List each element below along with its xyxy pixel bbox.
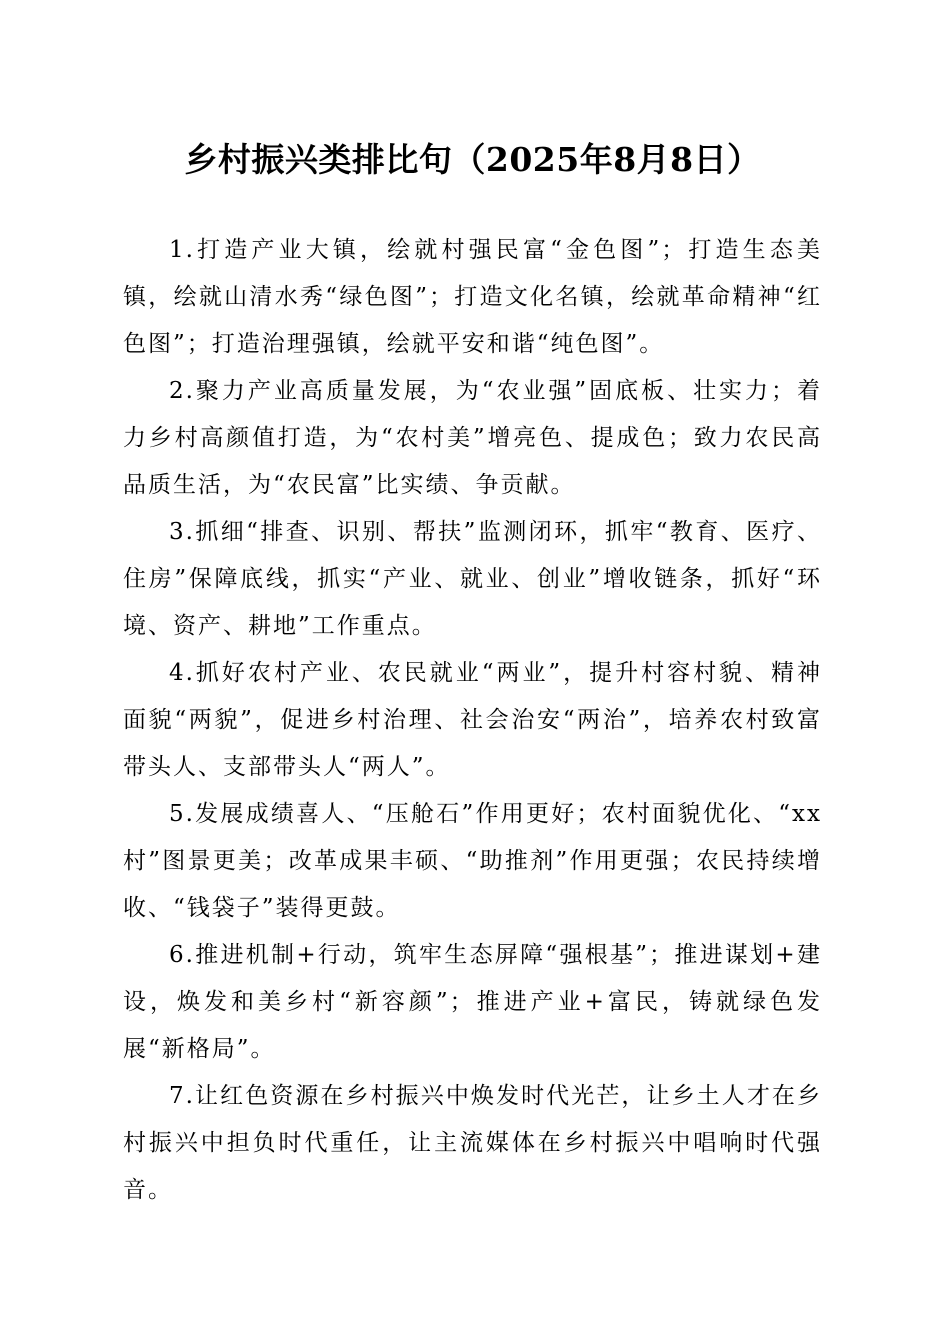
paragraph-1: 1.打造产业大镇，绘就村强民富“金色图”；打造生态美镇，绘就山清水秀“绿色图”；打造文化名镇，绘就革命精神“红色图”；打造治理强镇，绘就平安和谐“纯色图”。 bbox=[123, 237, 822, 357]
paragraph-4: 4.抓好农村产业、农民就业“两业”，提升村容村貌、精神面貌“两貌”，促进乡村治理、社会治安“两治”，培养农村致富带头人、支部带头人“两人”。 bbox=[123, 660, 822, 780]
paragraph-5: 5.发展成绩喜人、“压舱石”作用更好；农村面貌优化、“xx村”图景更美；改革成果丰硕、“助推剂”作用更强；农民持续增收、“钱袋子”装得更鼓。 bbox=[123, 801, 822, 921]
paragraph-6: 6.推进机制+行动，筑牢生态屏障“强根基”；推进谋划+建设，焕发和美乡村“新容颜”；推进产业+富民，铸就绿色发展“新格局”。 bbox=[123, 942, 822, 1062]
document-title: 乡村振兴类排比句（2025年8月8日） bbox=[184, 140, 761, 179]
document-body bbox=[123, 227, 822, 1214]
paragraph-7: 7.让红色资源在乡村振兴中焕发时代光芒，让乡土人才在乡村振兴中担负时代重任，让主流媒体在乡村振兴中唱响时代强音。 bbox=[123, 1083, 822, 1203]
paragraph-3: 3.抓细“排查、识别、帮扶”监测闭环，抓牢“教育、医疗、住房”保障底线，抓实“产业、就业、创业”增收链条，抓好“环境、资产、耕地”工作重点。 bbox=[123, 519, 822, 639]
paragraph-2: 2.聚力产业高质量发展，为“农业强”固底板、壮实力；着力乡村高颜值打造，为“农村美”增亮色、提成色；致力农民高品质生活，为“农民富”比实绩、争贡献。 bbox=[123, 378, 822, 498]
